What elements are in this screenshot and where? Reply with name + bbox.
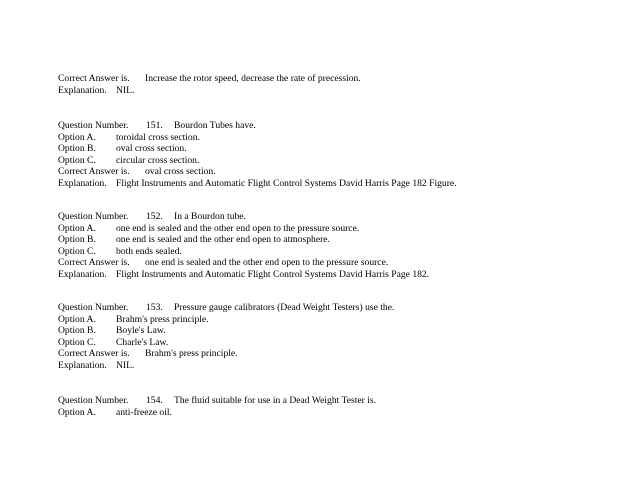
option-a-value: anti-freeze oil. <box>116 406 172 418</box>
option-b-label: Option B. <box>58 325 96 337</box>
question-block-151 <box>58 120 618 190</box>
correct-answer-line <box>58 257 618 269</box>
option-a-label: Option A. <box>58 131 96 143</box>
option-c-line <box>58 246 618 258</box>
explanation-line <box>58 178 618 190</box>
option-c-label: Option C. <box>58 154 96 166</box>
option-c-value: circular cross section. <box>116 154 200 166</box>
option-a-value: Brahm's press principle. <box>116 313 209 325</box>
option-a-value: one end is sealed and the other end open to the pressure source. <box>116 222 360 234</box>
question-number: 151. <box>146 120 163 131</box>
option-c-label: Option C. <box>58 336 96 348</box>
correct-answer-value: Brahm's press principle. <box>145 348 238 360</box>
question-text: The fluid suitable for use in a Dead Weight Tester is. <box>174 395 377 406</box>
explanation-line <box>58 269 618 281</box>
option-a-line <box>58 223 618 235</box>
question-number-label: Question Number. <box>58 211 129 222</box>
correct-answer-label: Correct Answer is. <box>58 73 130 84</box>
option-c-value: both ends sealed. <box>116 245 182 257</box>
option-a-label: Option A. <box>58 406 96 418</box>
explanation-label: Explanation. <box>58 268 107 280</box>
question-line <box>58 120 618 132</box>
question-number-label: Question Number. <box>58 120 129 131</box>
explanation-label: Explanation. <box>58 359 107 371</box>
option-b-value: one end is sealed and the other end open to atmosphere. <box>116 234 330 246</box>
option-b-value: oval cross section. <box>116 143 187 155</box>
option-b-label: Option B. <box>58 143 96 155</box>
question-text: In a Bourdon tube. <box>174 211 246 222</box>
option-a-line <box>58 407 618 419</box>
explanation-value: Flight Instruments and Automatic Flight Control Systems David Harris Page 182. <box>116 268 430 280</box>
option-a-label: Option A. <box>58 313 96 325</box>
question-block-153 <box>58 302 618 372</box>
explanation-value: NIL. <box>116 84 135 96</box>
question-number-label: Question Number. <box>58 302 129 313</box>
question-number: 153. <box>146 302 163 313</box>
question-text: Pressure gauge calibrators (Dead Weight Testers) use the. <box>174 302 395 313</box>
question-line <box>58 211 618 223</box>
correct-answer-line <box>58 73 618 85</box>
explanation-label: Explanation. <box>58 177 107 189</box>
question-number: 154. <box>146 395 163 406</box>
question-text: Bourdon Tubes have. <box>174 120 256 131</box>
question-number-label: Question Number. <box>58 395 129 406</box>
explanation-value: Flight Instruments and Automatic Flight Control Systems David Harris Page 182 Figure. <box>116 177 457 189</box>
correct-answer-value: Increase the rotor speed, decrease the rate of precession. <box>145 73 361 84</box>
option-b-value: Boyle's Law. <box>116 325 166 337</box>
option-b-line <box>58 325 618 337</box>
correct-answer-value: one end is sealed and the other end open to the pressure source. <box>145 257 389 269</box>
correct-answer-label: Correct Answer is. <box>58 257 130 269</box>
option-a-value: toroidal cross section. <box>116 131 200 143</box>
option-c-label: Option C. <box>58 245 96 257</box>
correct-answer-value: oval cross section. <box>145 166 216 178</box>
option-a-label: Option A. <box>58 222 96 234</box>
correct-answer-label: Correct Answer is. <box>58 166 130 178</box>
option-a-line <box>58 132 618 144</box>
option-c-value: Charle's Law. <box>116 336 169 348</box>
option-b-label: Option B. <box>58 234 96 246</box>
explanation-line <box>58 360 618 372</box>
correct-answer-line <box>58 348 618 360</box>
option-b-line <box>58 143 618 155</box>
option-c-line <box>58 155 618 167</box>
explanation-line <box>58 85 618 97</box>
option-c-line <box>58 337 618 349</box>
question-block-154 <box>58 395 618 418</box>
option-a-line <box>58 314 618 326</box>
option-b-line <box>58 234 618 246</box>
question-block-152 <box>58 211 618 281</box>
correct-answer-line <box>58 166 618 178</box>
explanation-label: Explanation. <box>58 84 107 96</box>
explanation-value: NIL. <box>116 359 135 371</box>
correct-answer-label: Correct Answer is. <box>58 348 130 360</box>
question-line <box>58 395 618 407</box>
question-line <box>58 302 618 314</box>
question-block-tail <box>58 73 618 96</box>
question-number: 152. <box>146 211 163 222</box>
